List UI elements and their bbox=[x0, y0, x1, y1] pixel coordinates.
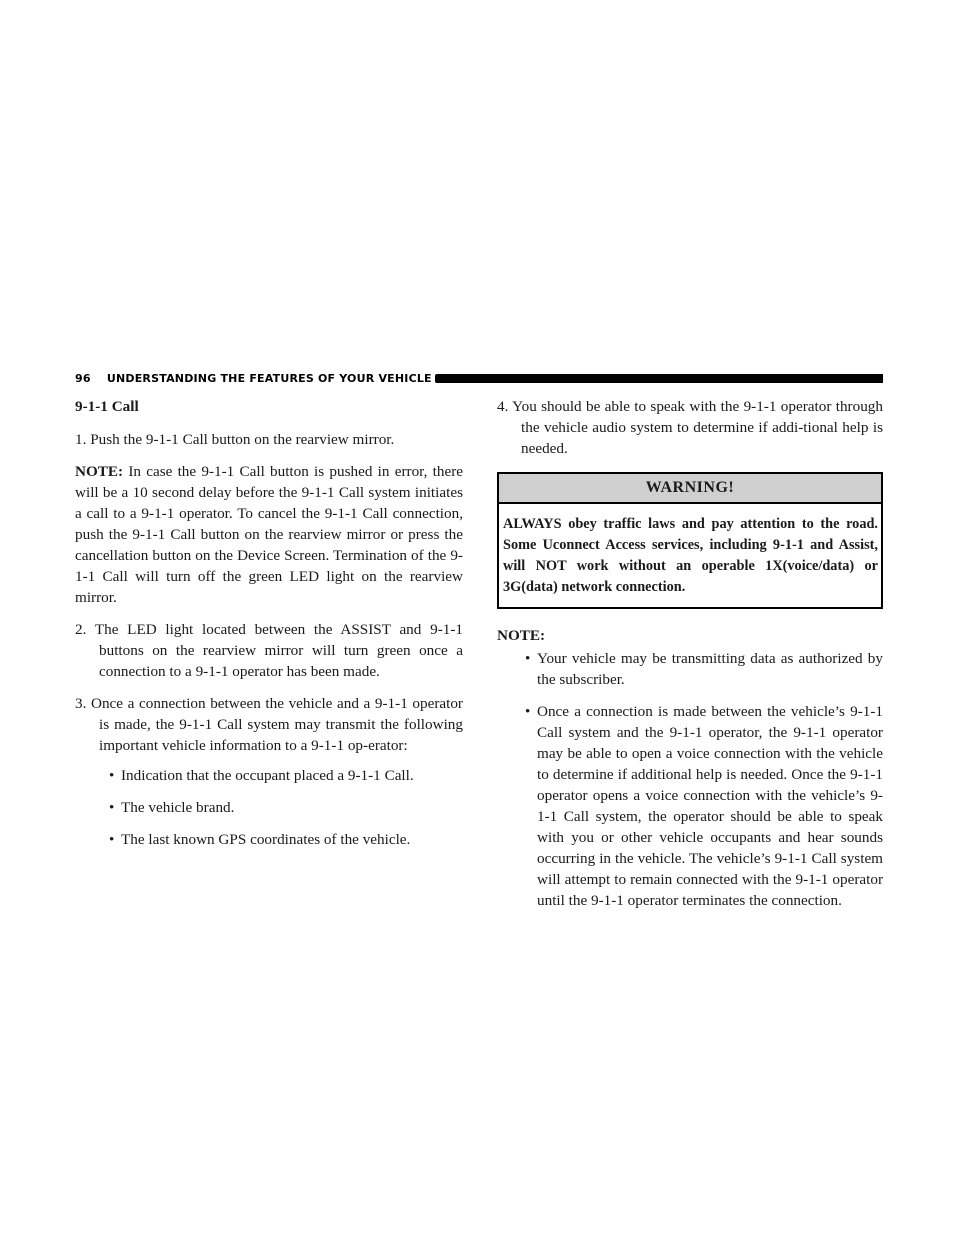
note-text: In case the 9-1-1 Call button is pushed in error, there will be a 10 second delay before the 9-1-1 Call system initiates a call to a 9-1-1 operator. To cancel the 9-1-1 Call connection, push the 9-1-1 Call button on the rearview mirror or press the cancellation button on the Device Screen. Termination of the 9-1-1 Call will turn off the green LED light on the rearview mirror. bbox=[75, 463, 463, 606]
step-1: 1. Push the 9-1-1 Call button on the rearview mirror. bbox=[75, 431, 395, 448]
step-2: 2. The LED light located between the ASSIST and 9-1-1 buttons on the rearview mirror will turn green once a connection to a 9-1-1 operator has been made. bbox=[75, 621, 463, 680]
note-heading: NOTE: bbox=[497, 627, 546, 644]
step-3: 3. Once a connection between the vehicle and a 9-1-1 operator is made, the 9-1-1 Call system may transmit the following important vehicle information to a 9-1-1 op-erator: bbox=[75, 695, 463, 754]
list-item-text: The last known GPS coordinates of the vehicle. bbox=[121, 831, 411, 848]
section-title: UNDERSTANDING THE FEATURES OF YOUR VEHICLE bbox=[106, 372, 432, 385]
step-4: 4. You should be able to speak with the 9-1-1 operator through the vehicle audio system to determine if addi-tional help is needed. bbox=[497, 398, 883, 457]
bullet-icon: • bbox=[109, 767, 115, 784]
list-item bbox=[99, 765, 463, 786]
list-item-text: Indication that the occupant placed a 9-1-1 Call. bbox=[121, 767, 414, 784]
header-rule bbox=[435, 374, 883, 383]
right-column bbox=[497, 396, 883, 922]
bullet-icon: • bbox=[525, 650, 531, 667]
header-text bbox=[75, 372, 432, 386]
page-number: 96 bbox=[75, 372, 91, 385]
note-label: NOTE: bbox=[75, 463, 124, 480]
bullet-icon: • bbox=[109, 831, 115, 848]
page-header bbox=[75, 372, 883, 386]
list-item bbox=[99, 829, 463, 850]
bullet-icon: • bbox=[109, 799, 115, 816]
list-item bbox=[515, 648, 883, 690]
warning-box bbox=[497, 472, 883, 609]
note-paragraph bbox=[75, 461, 463, 608]
list-item-text: Your vehicle may be transmitting data as authorized by the subscriber. bbox=[537, 650, 883, 688]
note-list bbox=[497, 648, 883, 911]
bullet-icon: • bbox=[525, 703, 531, 720]
transmitted-info-list bbox=[75, 765, 463, 850]
warning-text: ALWAYS obey traffic laws and pay attention to the road. Some Uconnect Access services, including 9-1-1 and Assist, will NOT work without an operable 1X(voice/data) or 3G(data) network connection. bbox=[503, 516, 878, 595]
list-item bbox=[515, 701, 883, 911]
warning-title: WARNING! bbox=[499, 474, 881, 504]
left-column bbox=[75, 396, 463, 861]
section-heading: 9-1-1 Call bbox=[75, 398, 139, 415]
list-item-text: Once a connection is made between the vehicle’s 9-1-1 Call system and the 9-1-1 operator, the 9-1-1 operator may be able to open a voice connection with the vehicle to determine if additional help is needed. Once the 9-1-1 operator opens a voice connection with the vehicle’s 9-1-1 Call system, the operator should be able to speak with you or other vehicle occupants and hear sounds occurring in the vehicle. The vehicle’s 9-1-1 Call system will attempt to remain connected with the 9-1-1 operator until the 9-1-1 operator terminates the connection. bbox=[537, 703, 883, 909]
list-item-text: The vehicle brand. bbox=[121, 799, 235, 816]
list-item bbox=[99, 797, 463, 818]
